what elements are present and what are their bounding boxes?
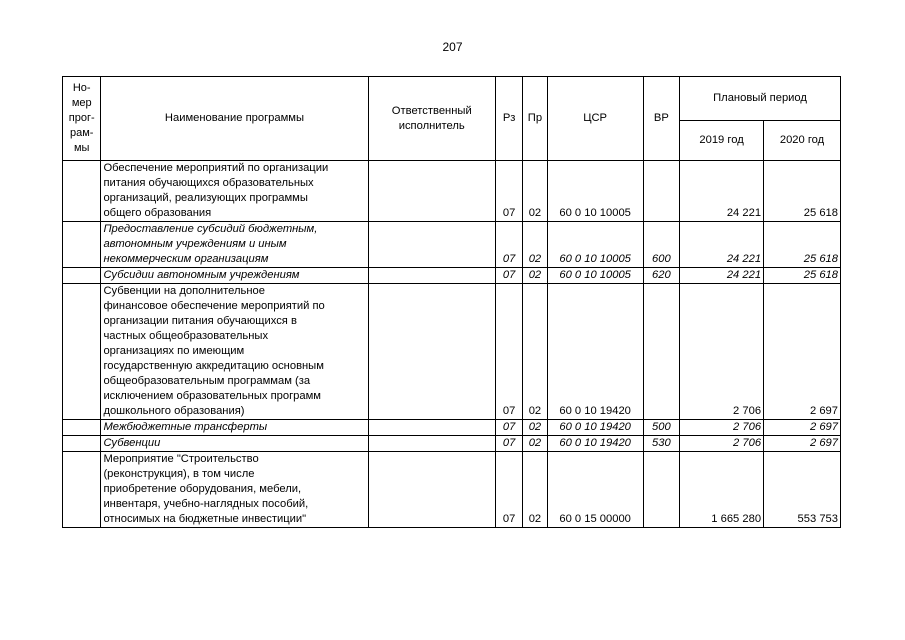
cell-executor (368, 284, 495, 420)
table-row (63, 161, 841, 222)
table-row (63, 222, 841, 268)
table-row (63, 268, 841, 284)
cell-csr: 60 0 10 19420 (547, 284, 643, 420)
table-body (63, 161, 841, 528)
header-year-2019: 2019 год (680, 121, 764, 161)
cell-pr: 02 (523, 284, 547, 420)
cell-name: Предоставление субсидий бюджетным, автономным учреждениям и иным некоммерческим организациям (101, 222, 368, 268)
budget-table (62, 76, 841, 528)
cell-csr: 60 0 15 00000 (547, 452, 643, 528)
cell-2020: 553 753 (764, 452, 841, 528)
cell-vr (643, 452, 679, 528)
cell-number (63, 420, 101, 436)
cell-executor (368, 452, 495, 528)
cell-executor (368, 420, 495, 436)
cell-csr: 60 0 10 10005 (547, 161, 643, 222)
cell-name: Межбюджетные трансферты (101, 420, 368, 436)
cell-vr (643, 284, 679, 420)
cell-pr: 02 (523, 161, 547, 222)
cell-vr (643, 161, 679, 222)
header-executor: Ответственный исполнитель (368, 77, 495, 161)
cell-name: Субвенции на дополнительное финансовое обеспечение мероприятий по организации питания обучающихся в частных общеобразовательных организациях по имеющим государственную аккредитацию основным общеобразовательным программам (за исключением образовательных программ дошкольного образования) (101, 284, 368, 420)
cell-executor (368, 222, 495, 268)
cell-2020: 25 618 (764, 268, 841, 284)
cell-rz: 07 (495, 222, 522, 268)
cell-rz: 07 (495, 436, 522, 452)
cell-pr: 02 (523, 436, 547, 452)
header-program-number: Но- мер прог- рам- мы (63, 77, 101, 161)
cell-vr: 500 (643, 420, 679, 436)
cell-rz: 07 (495, 452, 522, 528)
cell-name: Субсидии автономным учреждениям (101, 268, 368, 284)
cell-2020: 2 697 (764, 284, 841, 420)
cell-csr: 60 0 10 10005 (547, 268, 643, 284)
cell-number (63, 222, 101, 268)
cell-name: Субвенции (101, 436, 368, 452)
cell-2019: 2 706 (680, 420, 764, 436)
cell-2019: 2 706 (680, 284, 764, 420)
cell-rz: 07 (495, 284, 522, 420)
table-row (63, 284, 841, 420)
cell-pr: 02 (523, 420, 547, 436)
cell-2019: 24 221 (680, 161, 764, 222)
cell-pr: 02 (523, 452, 547, 528)
cell-2019: 2 706 (680, 436, 764, 452)
cell-2020: 2 697 (764, 420, 841, 436)
cell-2019: 24 221 (680, 268, 764, 284)
header-vr: ВР (643, 77, 679, 161)
cell-executor (368, 268, 495, 284)
cell-2020: 25 618 (764, 222, 841, 268)
cell-executor (368, 436, 495, 452)
header-year-2020: 2020 год (764, 121, 841, 161)
cell-vr: 530 (643, 436, 679, 452)
cell-2020: 25 618 (764, 161, 841, 222)
cell-number (63, 452, 101, 528)
cell-csr: 60 0 10 19420 (547, 420, 643, 436)
cell-rz: 07 (495, 161, 522, 222)
table-row (63, 452, 841, 528)
cell-pr: 02 (523, 268, 547, 284)
cell-name: Обеспечение мероприятий по организации питания обучающихся образовательных организаций, реализующих программы общего образования (101, 161, 368, 222)
cell-rz: 07 (495, 420, 522, 436)
cell-csr: 60 0 10 19420 (547, 436, 643, 452)
cell-vr: 620 (643, 268, 679, 284)
cell-csr: 60 0 10 10005 (547, 222, 643, 268)
header-csr: ЦСР (547, 77, 643, 161)
cell-executor (368, 161, 495, 222)
cell-vr: 600 (643, 222, 679, 268)
cell-number (63, 436, 101, 452)
cell-number (63, 161, 101, 222)
header-pr: Пр (523, 77, 547, 161)
header-rz: Рз (495, 77, 522, 161)
header-program-name: Наименование программы (101, 77, 368, 161)
cell-2019: 24 221 (680, 222, 764, 268)
cell-number (63, 284, 101, 420)
header-plan-period: Плановый период (680, 77, 841, 121)
table-row (63, 420, 841, 436)
cell-name: Мероприятие "Строительство (реконструкция), в том числе приобретение оборудования, мебели, инвентаря, учебно-наглядных пособий, относимых на бюджетные инвестиции" (101, 452, 368, 528)
cell-2019: 1 665 280 (680, 452, 764, 528)
page-number: 207 (442, 40, 463, 54)
cell-number (63, 268, 101, 284)
cell-pr: 02 (523, 222, 547, 268)
table-row (63, 436, 841, 452)
cell-2020: 2 697 (764, 436, 841, 452)
cell-rz: 07 (495, 268, 522, 284)
